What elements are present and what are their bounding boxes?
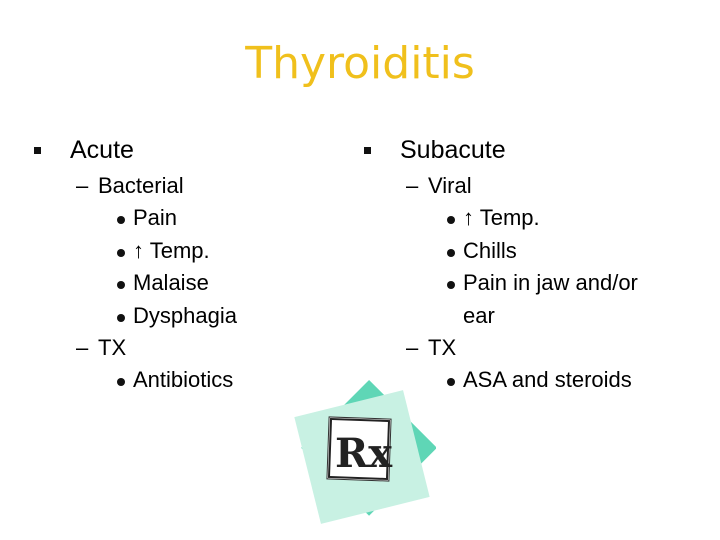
subbullet-tx: – TX (406, 335, 457, 360)
label-tx: TX (428, 335, 457, 360)
round-bullet-icon (117, 378, 125, 386)
list-item: Malaise (34, 267, 334, 300)
round-bullet-icon (447, 216, 455, 224)
list-item: ASA and steroids (364, 364, 694, 397)
list-item: Pain in jaw and/or (364, 267, 694, 300)
subbullet-viral: – Viral (406, 173, 472, 198)
slide-title: Thyroiditis (245, 38, 475, 89)
round-bullet-icon (447, 249, 455, 257)
round-bullet-icon (447, 281, 455, 289)
subbullet-tx: – TX (76, 335, 127, 360)
list-item: ↑ Temp. (364, 202, 694, 235)
list-item: Chills (364, 235, 694, 268)
right-column (364, 134, 694, 397)
bullet-acute (34, 134, 334, 166)
rx-prescription-icon (286, 372, 436, 532)
round-bullet-icon (117, 249, 125, 257)
list-item: ↑ Temp. (34, 235, 334, 268)
list-item: Antibiotics (34, 364, 334, 397)
label-tx: TX (98, 335, 127, 360)
list-item-continuation: ear (463, 302, 495, 328)
square-bullet-icon (364, 147, 371, 154)
heading-subacute: Subacute (400, 136, 506, 164)
round-bullet-icon (117, 216, 125, 224)
heading-acute: Acute (70, 136, 134, 164)
rx-text: Rx (335, 430, 393, 477)
square-bullet-icon (34, 147, 41, 154)
bullet-subacute (364, 134, 694, 166)
list-item: Dysphagia (34, 300, 334, 333)
label-bacterial: Bacterial (98, 173, 184, 198)
subbullet-bacterial: – Bacterial (76, 173, 184, 198)
left-column (34, 134, 334, 397)
round-bullet-icon (117, 314, 125, 322)
round-bullet-icon (117, 281, 125, 289)
list-item: Pain (34, 202, 334, 235)
label-viral: Viral (428, 173, 472, 198)
round-bullet-icon (447, 378, 455, 386)
